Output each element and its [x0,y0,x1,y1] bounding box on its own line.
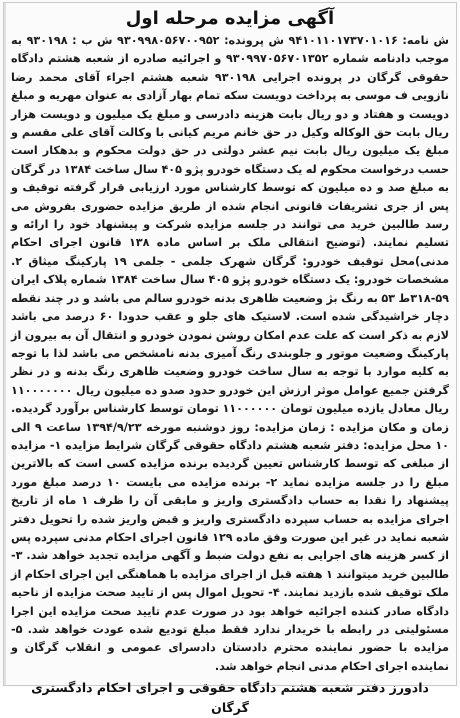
notice-signature: دادورز دفتر شعبه هشتم دادگاه حقوقی و اجرای احکام دادگستری گرگان [31,680,429,716]
notice-body: ش نامه: ۹۴۱۰۱۱۰۱۷۳۷۰۱۰۱۶ ش پرونده: ۹۳۰۹۹۸۰۵۶۷۰۰۹۵۲ ش ب : ۹۳۰۱۹۸ به موجب دادنامه شماره ۹۳۰۹۹۷۰۵۶۷۰۱۳۵۲ و اجرائیه صادره از شعبه هشتم دادگاه حقوقی گرگان در پرونده اجرایی ۹۳۰۱۹۸ شعبه هشتم اجراء آقای محمد رضا نازویی ف موسی به پرداخت دویست سکه تمام بهار آزادی به عنوان مهریه و مبلغ دویست و هفتاد و دو ریال بابت هزینه دادرسی و مبلغ یک میلیون و دویست هزار ریال بابت حق الوکاله وکیل در حق خانم مریم کیانی با وکالت آقای علی مقسم و مبلغ یک میلیون ریال بابت نیم عشر دولتی در حق دولت محکوم و بدهکار است حسب درخواست محکوم له یک دستگاه خودرو پژو ۴۰۵ سال ساخت ۱۳۸۴ در گرگان به مبلغ صد و ده میلیون که توسط کارشناس مورد ارزیابی قرار گرفته توقیف و پس از جری تشریفات قانونی انجام شده از طریق مزایده حضوری بفروش می رسد طالبین خرید می توانند در جلسه مزایده شرکت و پیشنهاد خود را ارائه و تسلیم نمایند. (توضیح انتقالی ملک بر اساس ماده ۱۳۸ قانون اجرای احکام مدنی)محل توقیف خودرو: گرگان شهرک جلمی - جلمی ۱۹ پارکینگ میثاق ۲. مشخصات خودرو: یک دستگاه خودرو پژو ۴۰۵ سال ساخت ۱۳۸۴ شماره پلاک ایران ۵۹-۳۱۸ط ۵۳ به رنگ بژ وضعیت ظاهری بدنه خودرو سالم می باشد و در چند نقطه دچار خراشیدگی شده است. لاستیک های جلو و عقب حدودا ۶۰ درصد می باشد لازم به ذکر است که علت عدم امکان روشن نمودن خودرو و انتقال آن به بیرون از پارکینگ وضعیت موتور و جلوبندی رنگ آمیزی بدنه نامشخص می باشد لذا با توجه به کلیه موارد با توجه به سال ساخت خودرو وضعیت ظاهری رنگ بدنه و در نظر گرفتن جمیع عوامل موثر ارزش این خودرو حدود صدو ده میلیون ریال ۱۱۰۰۰۰۰۰۰ ریال معادل یازده میلیون تومان ۱۱۰۰۰۰۰۰ تومان توسط کارشناس برآورد گردیده. زمان و مکان مزایده : زمان مزایده: روز دوشنبه مورخه ۱۳۹۴/۹/۲۳ ساعت ۹ الی ۱۰ محل مزایده: دفتر شعبه هشتم دادگاه حقوقی گرگان شرایط مزایده ۱- مزایده از مبلغی که توسط کارشناس تعیین گردیده برنده مزایده کسی است که بالاترین مبلغ را در جلسه مزایده نماید ۲- برنده مزایده می بایست ۱۰ درصد مبلغ مورد پیشنهاد را نقدا به حساب دادگستری واریز و مابقی آن را ظرف ۱ ماه از تاریخ اجرای مزایده به حساب سپرده دادگستری واریز و قبض واریز شده را تحویل دفتر شعبه نماید در غیر این صورت وفق ماده ۱۲۹ قانون اجرای احکام مدنی سپرده پس از کسر هزینه های اجرایی به نفع دولت ضبط و آگهی مزایده تجدید خواهد شد. ۳- طالبین خرید میتوانند ۱ هفته قبل از اجرای مزایده با هماهنگی این اجرای احکام از ملک توقیف شده بازدید نمایند. ۴- تحویل اموال پس از تایید صحت مزایده از ناحیه دادگاه صادر کننده اجرائیه خواهد بود در صورت عدم تایید صحت مزایده این اجرا مسئولیتی در رابطه با خریدار ندارد فقط مبلغ تودیع شده عودت خواهد شد. ۵- مزایده با حضور نماینده محترم دادستان دادسرای عمومی و انقلاب گرگان و نماینده اجرای احکام مدنی انجام خواهد شد. [11,34,450,673]
scan-edge-shadow [4,3,6,685]
notice-title: آگهی مزایده مرحله اول [125,8,335,29]
notice-frame [3,2,457,716]
